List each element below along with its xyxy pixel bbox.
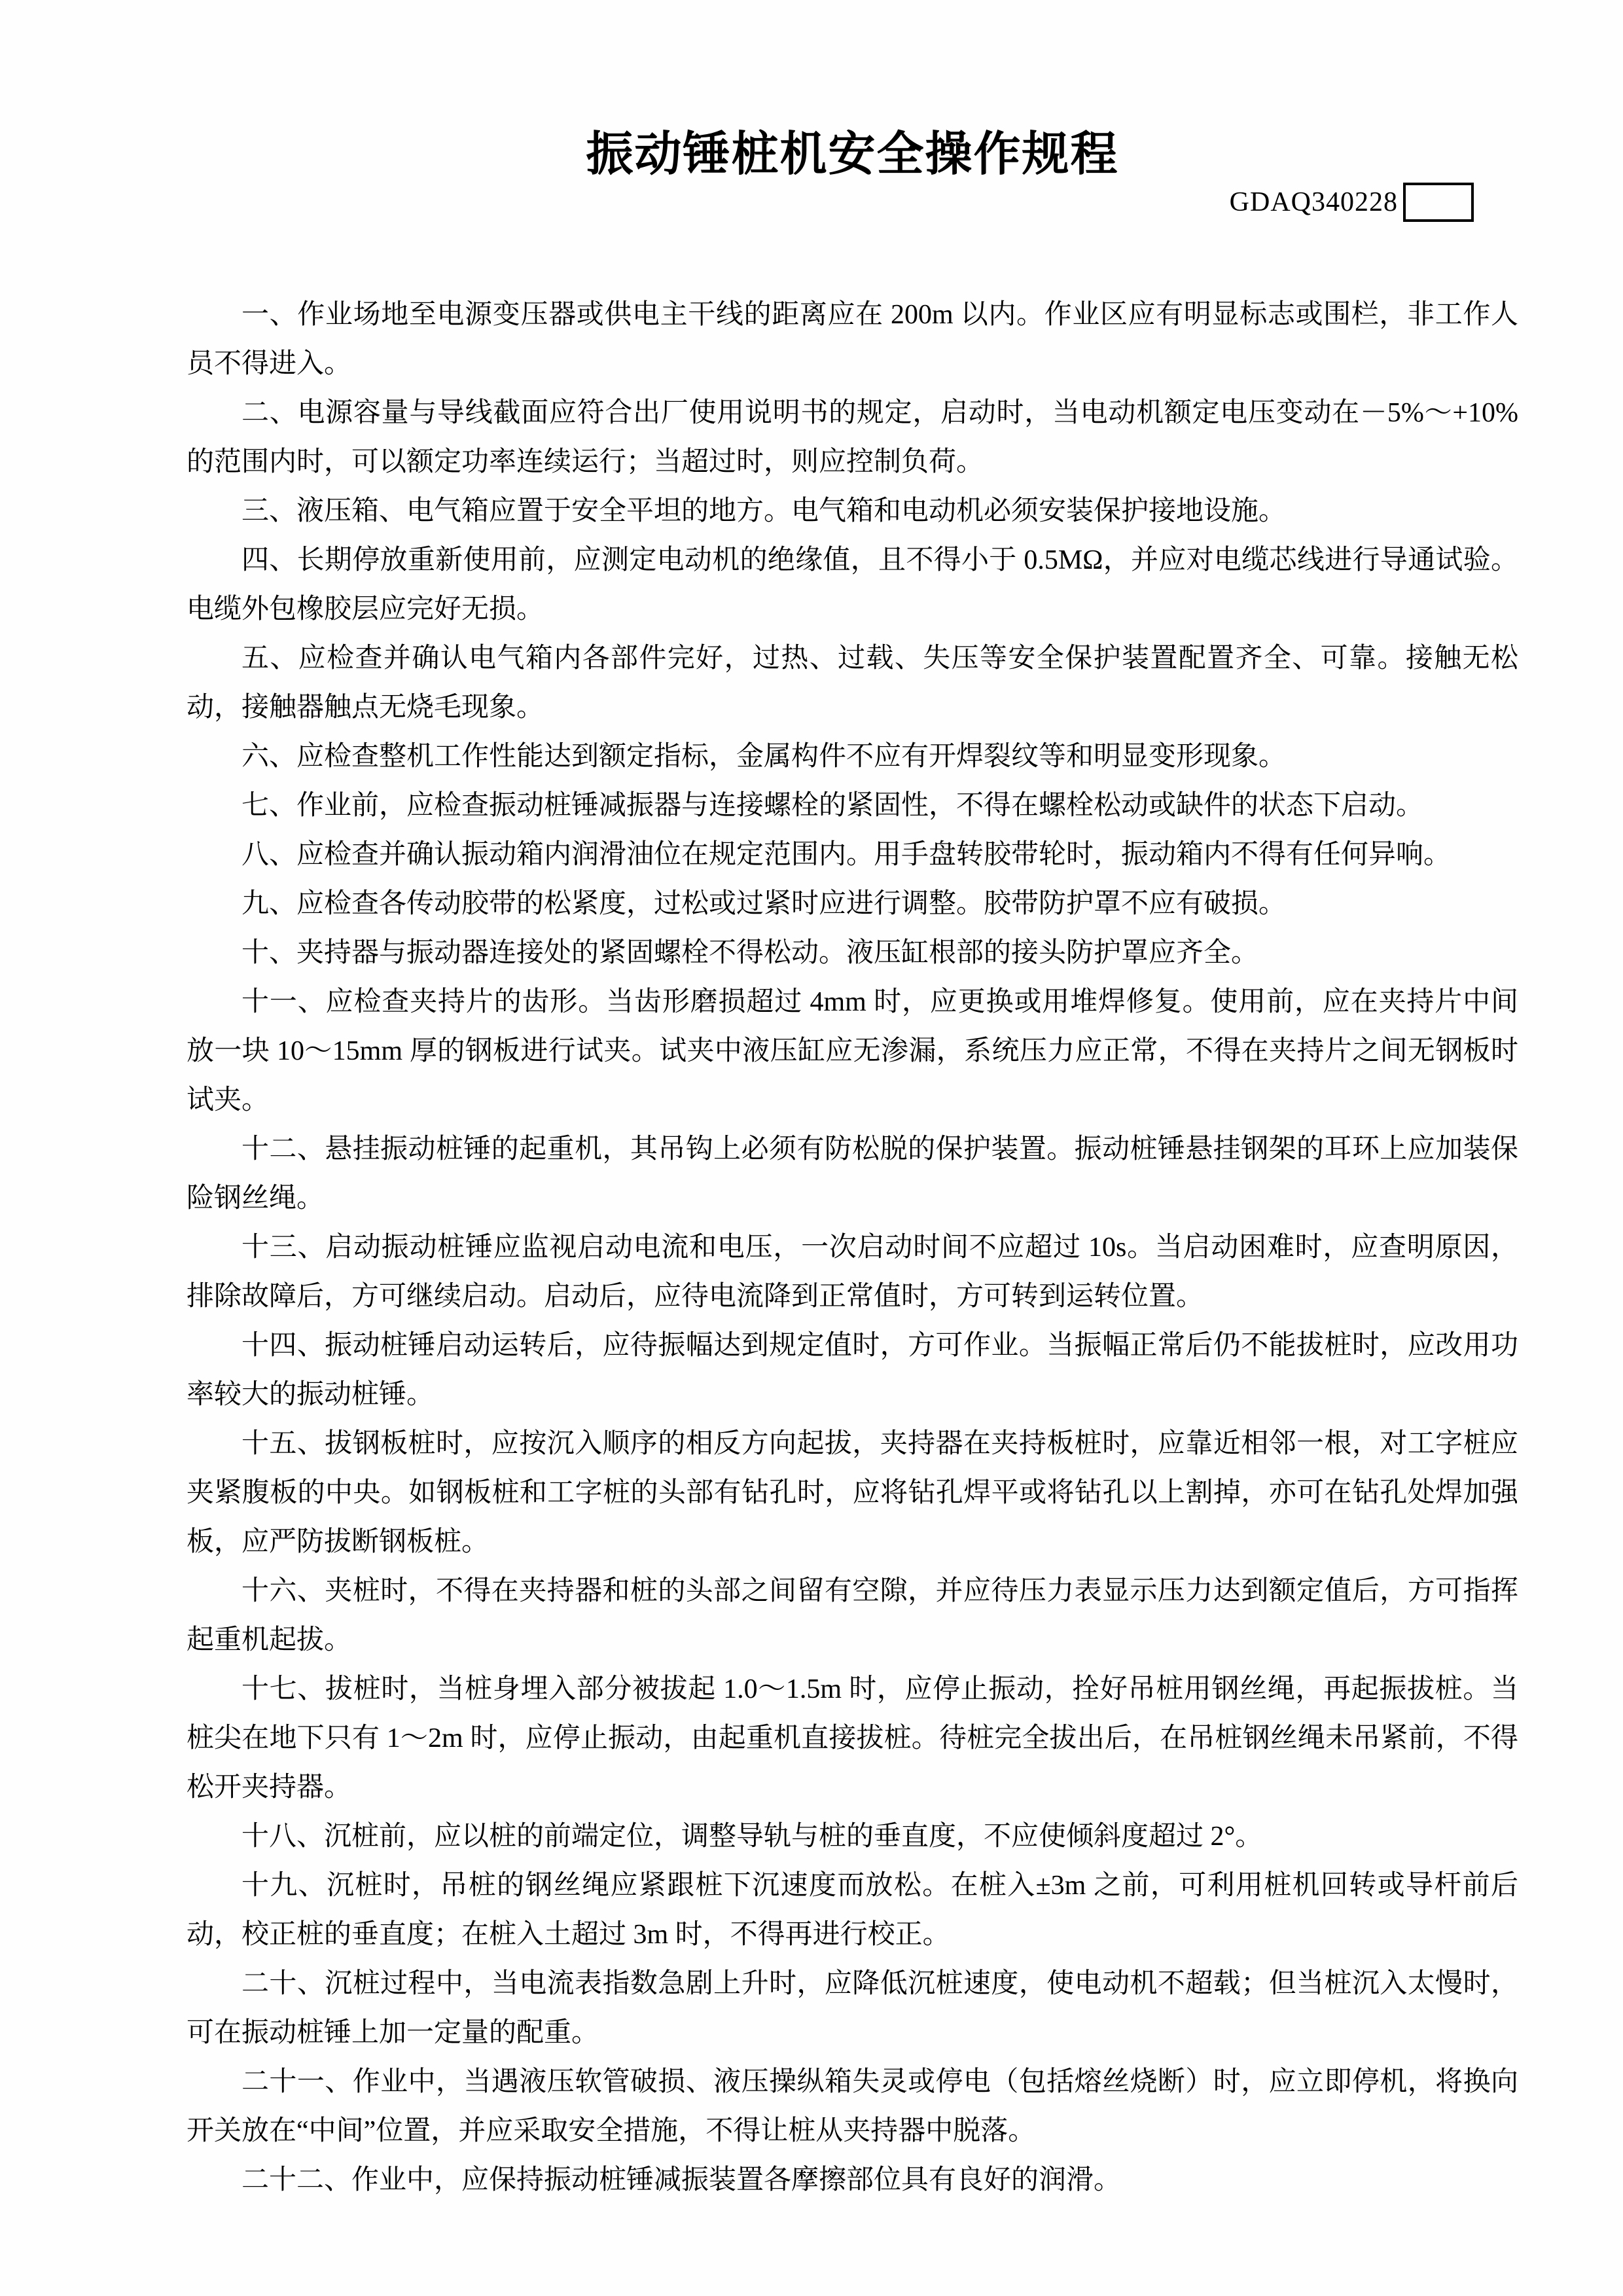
- paragraph: 十、夹持器与振动器连接处的紧固螺栓不得松动。液压缸根部的接头防护罩应齐全。: [241, 938, 1259, 968]
- paragraph: 三、液压箱、电气箱应置于安全平坦的地方。电气箱和电动机必须安装保护接地设施。: [241, 496, 1287, 526]
- paragraph: 十四、振动桩锤启动运转后，应待振幅达到规定值时，方可作业。当振幅正常后仍不能拔桩时，应改用功率较大的振动桩锤。: [187, 1331, 1518, 1410]
- paragraph: 二、电源容量与导线截面应符合出厂使用说明书的规定，启动时，当电动机额定电压变动在－5%～+10%的范围内时，可以额定功率连续运行；当超过时，则应控制负荷。: [187, 398, 1518, 477]
- paragraph: 十一、应检查夹持片的齿形。当齿形磨损超过 4mm 时，应更换或用堆焊修复。使用前，应在夹持片中间放一块 10～15mm 厚的钢板进行试夹。试夹中液压缸应无渗漏，系统压力应正常，不得在夹持片之间无钢板时试夹。: [187, 987, 1518, 1115]
- paragraph: 十六、夹桩时，不得在夹持器和桩的头部之间留有空隙，并应待压力表显示压力达到额定值后，方可指挥起重机起拔。: [187, 1576, 1518, 1655]
- paragraph: 十五、拔钢板桩时，应按沉入顺序的相反方向起拔，夹持器在夹持板桩时，应靠近相邻一根，对工字桩应夹紧腹板的中央。如钢板桩和工字桩的头部有钻孔时，应将钻孔焊平或将钻孔以上割掉，亦可在钻孔处焊加强板，应严防拔断钢板桩。: [187, 1429, 1518, 1557]
- paragraph: 五、应检查并确认电气箱内各部件完好，过热、过载、失压等安全保护装置配置齐全、可靠。接触无松动，接触器触点无烧毛现象。: [187, 643, 1518, 723]
- paragraph: 二十二、作业中，应保持振动桩锤减振装置各摩擦部位具有良好的润滑。: [241, 2165, 1122, 2195]
- paragraph: 一、作业场地至电源变压器或供电主干线的距离应在 200m 以内。作业区应有明显标志或围栏，非工作人员不得进入。: [187, 300, 1518, 379]
- doc-code: GDAQ340228: [1229, 187, 1398, 217]
- paragraph: 七、作业前，应检查振动桩锤减振器与连接螺栓的紧固性，不得在螺栓松动或缺件的状态下启动。: [241, 791, 1424, 821]
- page-title: 振动锤桩机安全操作规程: [586, 126, 1119, 181]
- paragraph: 二十、沉桩过程中，当电流表指数急剧上升时，应降低沉桩速度，使电动机不超载；但当桩沉入太慢时，可在振动桩锤上加一定量的配重。: [187, 1969, 1518, 2048]
- paragraph: 十二、悬挂振动桩锤的起重机，其吊钩上必须有防松脱的保护装置。振动桩锤悬挂钢架的耳环上应加装保险钢丝绳。: [187, 1134, 1518, 1213]
- paragraph: 十八、沉桩前，应以桩的前端定位，调整导轨与桩的垂直度，不应使倾斜度超过 2°。: [241, 1821, 1263, 1852]
- paragraph: 六、应检查整机工作性能达到额定指标，金属构件不应有开焊裂纹等和明显变形现象。: [241, 742, 1287, 772]
- paragraph: 十三、启动振动桩锤应监视启动电流和电压，一次启动时间不应超过 10s。当启动困难时，应查明原因，排除故障后，方可继续启动。启动后，应待电流降到正常值时，方可转到运转位置。: [187, 1232, 1518, 1312]
- paragraph: 九、应检查各传动胶带的松紧度，过松或过紧时应进行调整。胶带防护罩不应有破损。: [241, 889, 1287, 919]
- doc-code-row: [187, 183, 1518, 222]
- body-text: [187, 291, 1518, 2205]
- paragraph: 二十一、作业中，当遇液压软管破损、液压操纵箱失灵或停电（包括熔丝烧断）时，应立即停机，将换向开关放在“中间”位置，并应采取安全措施，不得让桩从夹持器中脱落。: [187, 2067, 1518, 2146]
- paragraph: 十九、沉桩时，吊桩的钢丝绳应紧跟桩下沉速度而放松。在桩入±3m 之前，可利用桩机回转或导杆前后动，校正桩的垂直度；在桩入土超过 3m 时，不得再进行校正。: [187, 1871, 1518, 1950]
- paragraph: 十七、拔桩时，当桩身埋入部分被拔起 1.0～1.5m 时，应停止振动，拴好吊桩用钢丝绳，再起振拔桩。当桩尖在地下只有 1～2m 时，应停止振动，由起重机直接拔桩。待桩完全拔出后，在吊桩钢丝绳未吊紧前，不得松开夹持器。: [187, 1674, 1518, 1803]
- paragraph: 四、长期停放重新使用前，应测定电动机的绝缘值，且不得小于 0.5MΩ，并应对电缆芯线进行导通试验。电缆外包橡胶层应完好无损。: [187, 545, 1518, 624]
- code-box: [1403, 183, 1474, 222]
- paragraph: 八、应检查并确认振动箱内润滑油位在规定范围内。用手盘转胶带轮时，振动箱内不得有任何异响。: [241, 840, 1452, 870]
